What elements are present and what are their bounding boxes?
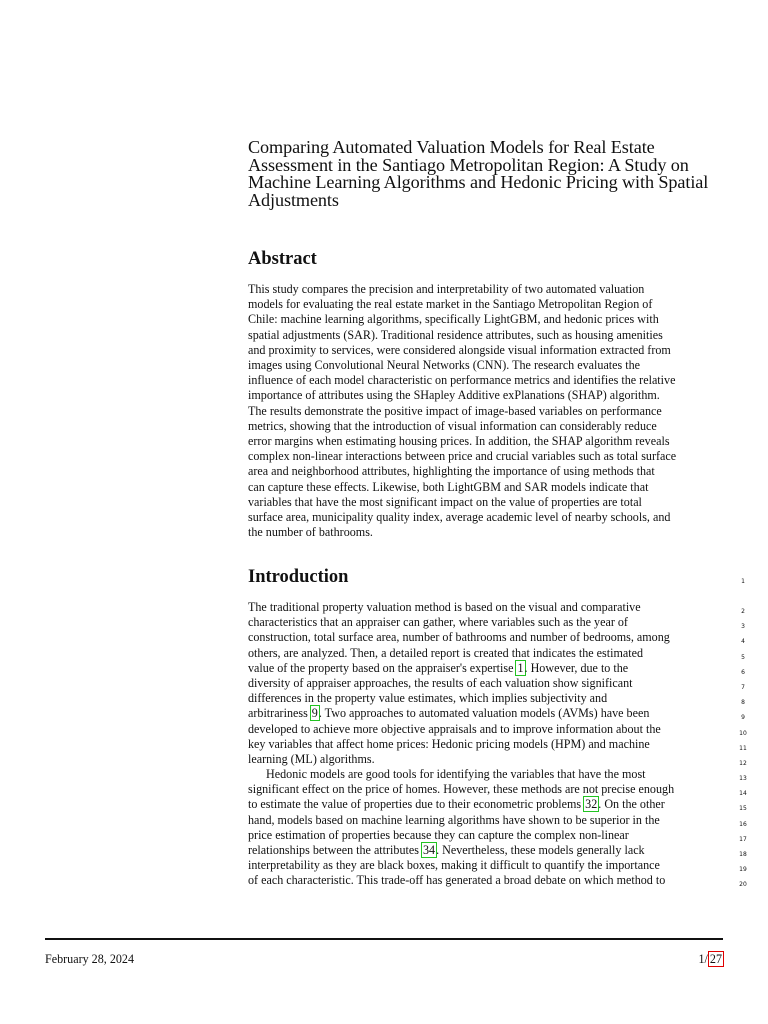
line-number: 11 (739, 744, 747, 752)
abstract-line: area and neighborhood attributes, highlighting the importance of using methods that (248, 464, 655, 479)
introduction-heading: Introduction (248, 567, 349, 587)
citation-link[interactable]: 9 (311, 706, 318, 721)
introduction-line (248, 615, 745, 631)
line-text: The traditional property valuation method is based on the visual and comparative (248, 600, 641, 614)
introduction-line (248, 736, 747, 752)
line-text: . Nevertheless, these models generally lack (436, 843, 645, 857)
line-text: . On the other (598, 797, 665, 812)
line-text: interpretability as they are black boxes, making it difficult to quantify the importance (248, 858, 660, 873)
line-number: 16 (739, 820, 747, 828)
abstract-heading: Abstract (248, 249, 317, 269)
line-text: relationships between the attributes (248, 843, 422, 857)
line-text: learning (ML) algorithms. (248, 751, 375, 766)
introduction-body (248, 600, 747, 889)
footer-date: February 28, 2024 (45, 952, 135, 966)
introduction-line (248, 645, 745, 661)
line-number: 19 (739, 866, 747, 874)
line-text: others, are analyzed. Then, a detailed report is created that indicates the estimated (248, 645, 644, 660)
abstract-line: error margins when estimating housing prices. In addition, the SHAP algorithm reveals (248, 434, 670, 449)
line-text: key variables that affect home prices: Hedonic pricing models (HPM) and machine (248, 736, 650, 751)
abstract-line: and proximity to services, were considered alongside visual information extracted from (248, 342, 671, 357)
introduction-line (248, 600, 745, 615)
line-text: value of the property based on the appraiser's expertise (248, 660, 517, 675)
citation-link[interactable]: 1 (517, 660, 524, 675)
line-text: characteristics that an appraiser can gather, where variables such as the year of (248, 615, 628, 630)
introduction-line (248, 812, 747, 828)
introduction-line (248, 660, 745, 676)
citation-link[interactable]: 32 (585, 797, 598, 812)
abstract-line: variables that have the most significant impact on the value of properties are total (248, 494, 642, 509)
introduction-line (248, 751, 747, 767)
line-text: diversity of appraiser approaches, the results of each valuation show significant (248, 675, 633, 690)
line-number: 20 (739, 881, 747, 889)
page-total-link[interactable]: 27 (709, 952, 722, 966)
line-number: 9 (741, 714, 745, 722)
line-text: price estimation of properties because they can capture the complex non-linear (248, 827, 629, 842)
introduction-line (248, 691, 745, 707)
introduction-line (248, 858, 747, 874)
abstract-line: spatial adjustments (SAR). Traditional residence attributes, such as housing amenities (248, 327, 663, 342)
introduction-line (248, 721, 747, 737)
line-text: hand, models based on machine learning algorithms have shown to be superior in the (248, 812, 660, 827)
abstract-line: the number of bathrooms. (248, 525, 373, 540)
introduction-line (248, 827, 747, 843)
abstract-text (248, 282, 738, 540)
abstract-line: The results demonstrate the positive impact of image-based variables on performance (248, 403, 662, 418)
line-text: significant effect on the price of homes. However, these methods are not precise enough (248, 782, 675, 797)
abstract-line: images using Convolutional Neural Networks (CNN). The research evaluates the (248, 358, 641, 373)
line-number: 1 (741, 578, 745, 585)
line-number: 7 (741, 683, 745, 691)
abstract-line: Chile: machine learning algorithms, specifically LightGBM, and hedonic prices with (248, 312, 659, 327)
line-number: 3 (741, 623, 745, 631)
line-text: . Two approaches to automated valuation models (AVMs) have been (318, 706, 650, 721)
footer-rule (45, 938, 723, 940)
line-number: 18 (739, 851, 747, 858)
line-number: 13 (739, 775, 747, 783)
line-text: . However, due to the (524, 660, 629, 675)
line-number: 5 (741, 653, 745, 661)
line-text: arbitrariness (248, 706, 311, 721)
abstract-line: influence of each model characteristic on performance metrics and identifies the relative (248, 373, 676, 388)
abstract-line: complex non-linear interactions between price and crucial variables such as total surface (248, 449, 677, 464)
line-text: differences in the property value estimates, which implies subjectivity and (248, 691, 608, 706)
introduction-line (248, 782, 747, 798)
line-number: 12 (739, 759, 747, 767)
introduction-line (248, 797, 747, 813)
line-number: 2 (741, 608, 745, 615)
abstract-line: importance of attributes using the SHapley Additive exPlanations (SHAP) algorithm. (248, 388, 660, 403)
introduction-line (248, 843, 747, 858)
abstract-line: models for evaluating the real estate market in the Santiago Metropolitan Region of (248, 297, 653, 312)
line-number: 8 (741, 699, 745, 707)
paper-title: Comparing Automated Valuation Models for Real Estate Assessment in the Santiago Metropolitan Region: A Study on Machine Learning Algorithms and Hedonic Pricing with Spatial Adjustments (248, 137, 709, 210)
line-number: 17 (739, 835, 747, 843)
introduction-line (248, 630, 745, 646)
abstract-line: This study compares the precision and interpretability of two automated valuation (248, 282, 645, 296)
line-number: 6 (741, 668, 745, 676)
introduction-line (248, 873, 747, 889)
line-text: of each characteristic. This trade-off has generated a broad debate on which method to (248, 873, 666, 888)
abstract-line: surface area, municipality quality index, average academic level of nearby schools, and (248, 510, 671, 525)
line-number: 10 (739, 729, 747, 737)
line-text: construction, total surface area, number of bathrooms and number of bedrooms, among (248, 630, 670, 645)
page-indicator (698, 952, 724, 967)
line-text: developed to achieve more objective appraisals and to improve information about the (248, 721, 661, 736)
introduction-line (248, 675, 745, 691)
abstract-line: metrics, showing that the introduction of visual information can considerably reduce (248, 418, 657, 433)
line-number: 15 (739, 805, 747, 813)
citation-link[interactable]: 34 (422, 843, 436, 857)
line-number: 14 (739, 790, 747, 798)
introduction-line (248, 767, 747, 783)
page-separator: / (704, 952, 708, 966)
page-current: 1 (698, 952, 705, 966)
line-text: Hedonic models are good tools for identifying the variables that have the most (266, 767, 646, 782)
line-text: to estimate the value of properties due to their econometric problems (248, 797, 585, 812)
line-number: 4 (741, 638, 745, 646)
abstract-line: can capture these effects. Likewise, both LightGBM and SAR models indicate that (248, 479, 649, 494)
introduction-line (248, 706, 745, 722)
